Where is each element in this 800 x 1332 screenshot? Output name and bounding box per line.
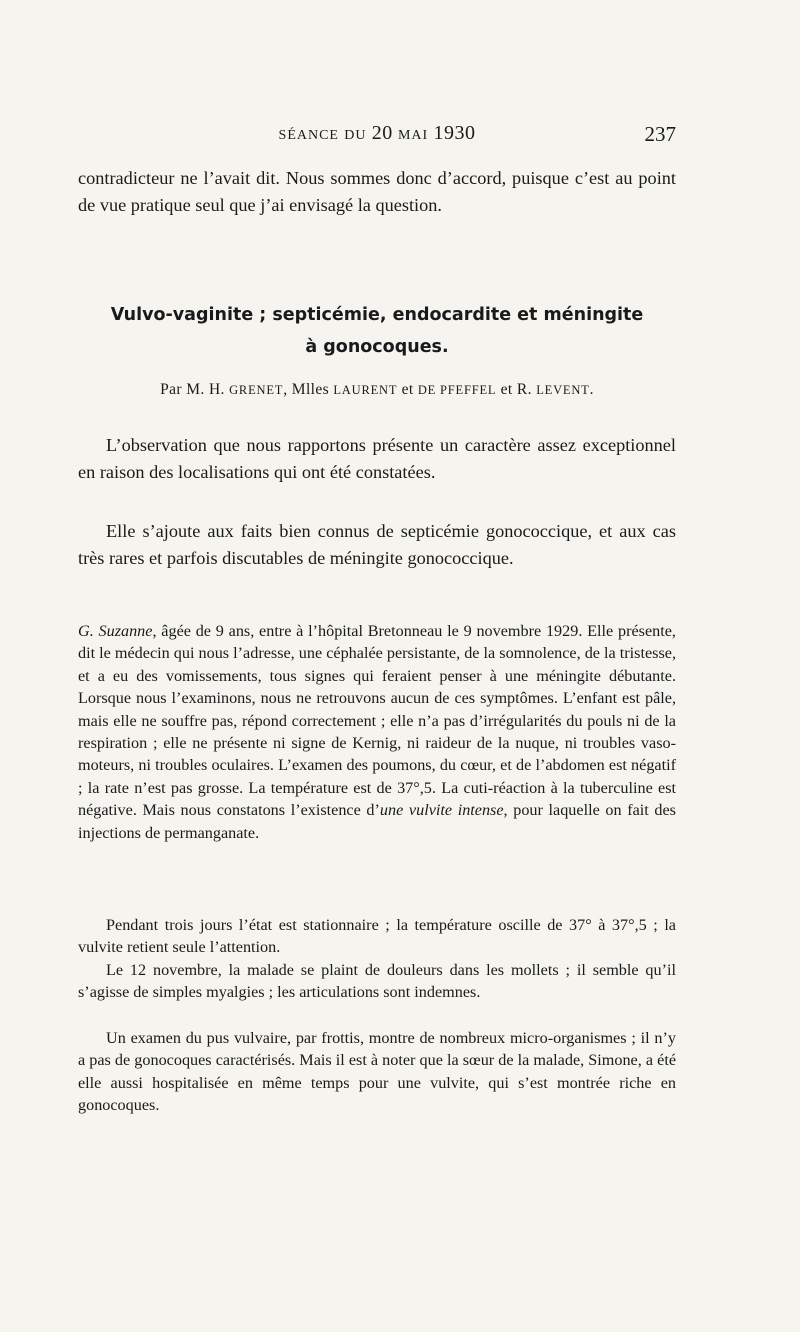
header-day: 20 <box>371 122 393 144</box>
case-paragraph-2: Pendant trois jours l’état est stationnaire ; la température oscille de 37° à 37°,5 ; la vulvite retient seule l’attention. <box>78 916 676 957</box>
case-paragraph-3: Le 12 novembre, la malade se plaint de douleurs dans les mollets ; il semble qu’il s’agisse de simples myalgies ; les articulations sont indemnes. <box>78 961 676 1002</box>
author-levent: LEVENT <box>536 383 590 397</box>
header-month: MAI <box>397 128 429 143</box>
running-header <box>78 122 676 152</box>
case-paragraph-4: Un examen du pus vulvaire, par frottis, montre de nombreux micro-organismes ; il n’y a pas de gonocoques caractérisés. Mais il est à noter que la sœur de la malade, Simone, a été elle aussi hospitalisée en même temps pour une vulvite, qui s’est montrée riche en gonocoques. <box>78 1029 676 1115</box>
intro-paragraph-2: Elle s’ajoute aux faits bien connus de septicémie gonococcique, et aux cas très rares et parfois discutables de méningite gonococcique. <box>78 521 676 568</box>
header-du: DU <box>344 128 367 143</box>
page-number: 237 <box>644 122 676 146</box>
author-grenet: GRENET <box>229 383 284 397</box>
authors-et-2: et R. <box>500 381 532 398</box>
case-paragraph-1 <box>78 620 676 844</box>
authors-mlles: , Mlles <box>283 381 330 398</box>
title-line-1: Vulvo-vaginite ; septicémie, endocardite et méningite <box>110 305 644 325</box>
case-p1-italic: une vulvite intense <box>379 801 504 820</box>
running-title <box>78 122 676 145</box>
continuation-paragraph: contradicteur ne l’avait dit. Nous sommes donc d’accord, puisque c’est au point de vue pratique seul que j’ai envisagé la question. <box>78 168 676 215</box>
header-seance: SÉANCE <box>278 128 339 143</box>
authors-et-1: et <box>401 381 414 398</box>
author-laurent: LAURENT <box>333 383 398 397</box>
title-line-2: à gonocoques. <box>305 337 449 357</box>
case-p1-end: , pour laquelle on fait des injections de permanganate. <box>78 801 676 842</box>
author-de-pfeffel: DE PFEFFEL <box>417 383 497 397</box>
article-title <box>78 299 676 363</box>
header-year: 1930 <box>433 122 476 144</box>
patient-name: G. Suzanne <box>78 622 153 640</box>
author-line <box>78 381 676 399</box>
authors-par: Par M. H. <box>160 381 225 398</box>
case-p1-text: , âgée de 9 ans, entre à l’hôpital Bretonneau le 9 novembre 1929. Elle présente, dit le médecin qui nous l’adresse, une céphalée persistante, de la somnolence, de la tristesse, et a eu des vomissements, tous signes qui feraient penser à une méningite débutante. Lorsque nous l’examinons, nous ne retrouvons aucun de ces symptômes. L’enfant est pâle, mais elle ne souffre pas, répond correctement ; elle n’a pas d’irrégularités du pouls ni de la respiration ; elle ne présente ni signe de Kernig, ni raideur de la nuque, ni troubles vaso-moteurs, ni troubles oculaires. L’examen des poumons, du cœur, et de l’abdomen est négatif ; la rate n’est pas grosse. La température est de 37°,5. La cuti-réaction à la tuberculine est négative. Mais nous constatons l’existence d’ <box>78 622 676 820</box>
authors-end: . <box>589 381 594 398</box>
intro-paragraph-1: L’observation que nous rapportons présente un caractère assez exceptionnel en raison des localisations qui ont été constatées. <box>78 435 676 482</box>
